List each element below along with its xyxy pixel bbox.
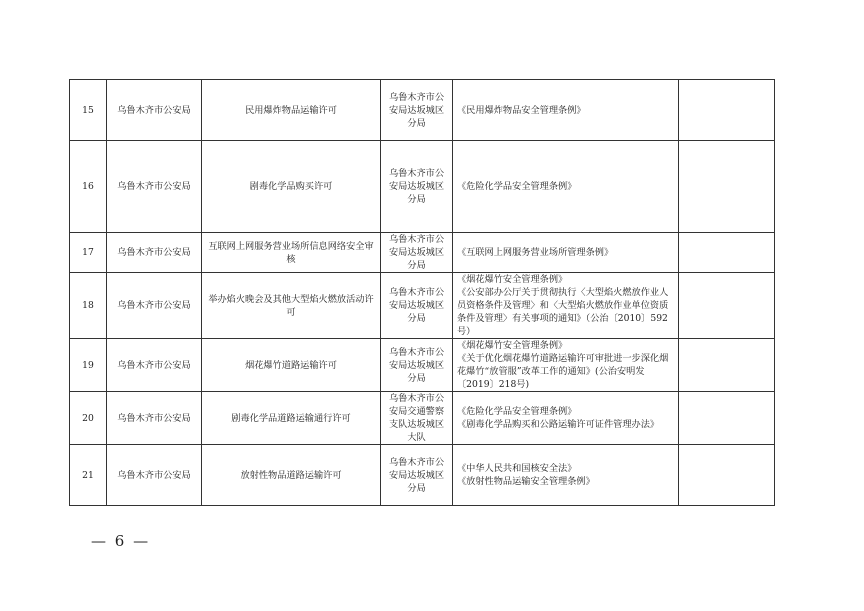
legal-basis-line: 《公安部办公厅关于贯彻执行〈大型焰火燃放作业人员资格条件及管理〉和〈大型焰火燃放作业单位资质条件及管理〉有关事项的通知》（公治〔2010〕592号） [457,287,669,337]
legal-basis-cell [453,141,679,233]
remarks-cell [679,141,775,233]
table-row [70,233,775,273]
row-number: 20 [70,392,107,445]
remarks-cell [679,445,775,506]
permit-item-cell: 放射性物品道路运输许可 [202,445,381,506]
row-number: 16 [70,141,107,233]
handling-office-cell: 乌鲁木齐市公安局交通警察支队达坂城区大队 [381,392,453,445]
permit-item-cell: 剧毒化学品道路运输通行许可 [202,392,381,445]
permit-item-cell: 剧毒化学品购买许可 [202,141,381,233]
table-row [70,273,775,339]
department-cell: 乌鲁木齐市公安局 [107,233,202,273]
legal-basis-line: 《危险化学品安全管理条例》 [457,181,577,192]
remarks-cell [679,80,775,141]
remarks-cell [679,233,775,273]
department-cell: 乌鲁木齐市公安局 [107,445,202,506]
remarks-cell [679,273,775,339]
legal-basis-cell [453,233,679,273]
department-cell: 乌鲁木齐市公安局 [107,141,202,233]
permit-item-cell: 互联网上网服务营业场所信息网络安全审核 [202,233,381,273]
legal-basis-line: 《中华人民共和国核安全法》 [457,463,577,474]
handling-office-cell: 乌鲁木齐市公安局达坂城区分局 [381,80,453,141]
department-cell: 乌鲁木齐市公安局 [107,80,202,141]
table-row [70,445,775,506]
row-number: 18 [70,273,107,339]
handling-office-cell: 乌鲁木齐市公安局达坂城区分局 [381,339,453,392]
legal-basis-line: 《烟花爆竹安全管理条例》 [457,274,568,285]
remarks-cell [679,339,775,392]
department-cell: 乌鲁木齐市公安局 [107,392,202,445]
table-body [70,80,775,506]
legal-basis-cell [453,392,679,445]
legal-basis-cell [453,273,679,339]
table-row [70,141,775,233]
legal-basis-line: 《烟花爆竹安全管理条例》 [457,340,568,351]
legal-basis-line: 《关于优化烟花爆竹道路运输许可审批进一步深化烟花爆竹“放管服”改革工作的通知》(公治安明发〔2019〕218号) [457,353,669,390]
row-number: 21 [70,445,107,506]
permit-item-cell: 烟花爆竹道路运输许可 [202,339,381,392]
legal-basis-cell [453,445,679,506]
legal-basis-line: 《放射性物品运输安全管理条例》 [457,476,595,487]
table-row [70,392,775,445]
department-cell: 乌鲁木齐市公安局 [107,339,202,392]
row-number: 19 [70,339,107,392]
legal-basis-line: 《民用爆炸物品安全管理条例》 [457,104,586,116]
handling-office-cell: 乌鲁木齐市公安局达坂城区分局 [381,273,453,339]
handling-office-cell: 乌鲁木齐市公安局达坂城区分局 [381,445,453,506]
department-cell: 乌鲁木齐市公安局 [107,273,202,339]
row-number: 17 [70,233,107,273]
remarks-cell [679,392,775,445]
page-number: — 6 — [91,532,151,550]
handling-office-cell: 乌鲁木齐市公安局达坂城区分局 [381,233,453,273]
table-row [70,339,775,392]
legal-basis-line: 《剧毒化学品购买和公路运输许可证件管理办法》 [457,419,660,430]
row-number: 15 [70,80,107,141]
table-row [70,80,775,141]
handling-office-cell: 乌鲁木齐市公安局达坂城区分局 [381,141,453,233]
permit-item-cell: 民用爆炸物品运输许可 [202,80,381,141]
legal-basis-cell [453,339,679,392]
legal-basis-line: 《危险化学品安全管理条例》 [457,406,577,417]
permit-table [69,79,775,506]
legal-basis-line: 《互联网上网服务营业场所管理条例》 [457,247,614,258]
permit-item-cell: 举办焰火晚会及其他大型焰火燃放活动许可 [202,273,381,339]
legal-basis-cell [453,80,679,141]
